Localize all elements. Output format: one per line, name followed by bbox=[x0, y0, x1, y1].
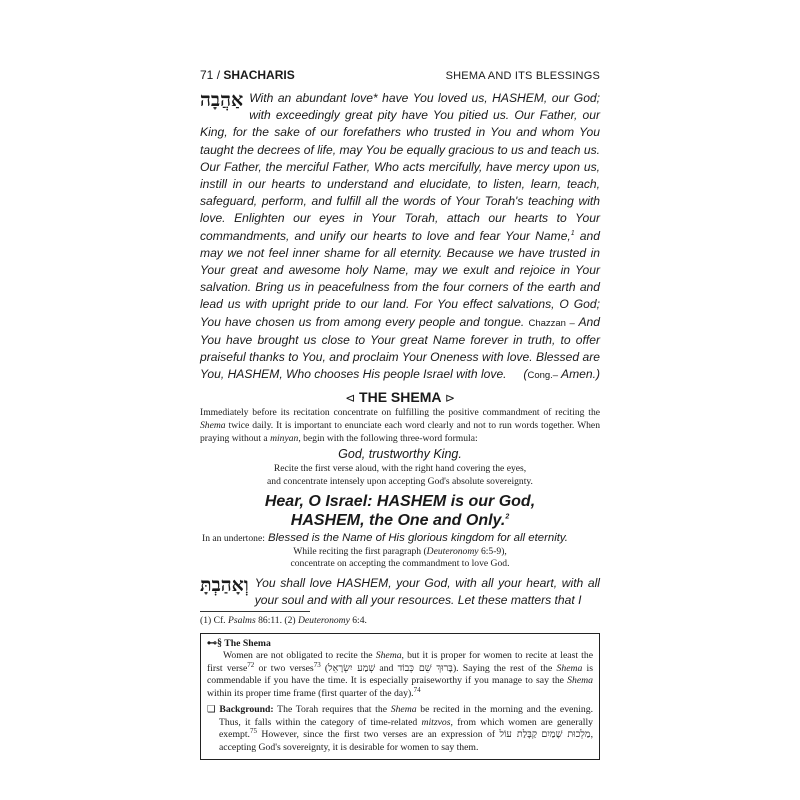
section-title: ⊲ THE SHEMA ⊳ bbox=[345, 389, 455, 406]
checkbox-square-icon: ❑ bbox=[207, 704, 216, 716]
chazzan-label: Chazzan – bbox=[528, 317, 575, 329]
commentary-title: ⊷§ The Shema bbox=[207, 637, 271, 649]
page-number: 71 bbox=[200, 68, 214, 82]
veahavta-paragraph: וְאָהַבְתָּ You shall love HASHEM, your God, with all your heart, with all your soul and with all your resources. Let these matters that I bbox=[200, 573, 600, 607]
bracket-right-icon: ⊳ bbox=[444, 391, 455, 406]
section-mark-icon: ⊷§ bbox=[207, 637, 222, 649]
instruction-cover-eyes: Recite the first verse aloud, with the right hand covering the eyes, and concentrate intensely upon accepting God's absolute sovereignty. bbox=[267, 463, 533, 487]
footnotes: (1) Cf. Psalms 86:11. (2) Deuteronomy 6:4. bbox=[200, 614, 367, 626]
page-header bbox=[200, 68, 600, 84]
instruction-first-paragraph: While reciting the first paragraph (Deuteronomy 6:5-9), concentrate on accepting the commandment to love God. bbox=[290, 546, 510, 570]
commentary-paragraph: Women are not obligated to recite the Shema, but it is proper for women to recite at least the first verse$^{72}$ or two verses$^{73}$ (שְׁמַע יִשְׂרָאֵל and בָּרוּךְ שֵׁם כְּבוֹד). Saying the rest of the Shema is commendable if you have the time. It is especially praiseworthy if you manage to say the Shema within its proper time frame (first quarter of the day).$^{74}$ bbox=[207, 650, 594, 699]
header-left: 71 / SHACHARIS bbox=[200, 68, 295, 82]
running-title: SHEMA AND ITS BLESSINGS bbox=[445, 70, 600, 82]
undertone-line: In an undertone: Blessed is the Name of His glorious kingdom for all eternity. bbox=[202, 532, 568, 545]
section-name: SHACHARIS bbox=[223, 68, 295, 82]
instruction-paragraph: Immediately before its recitation concentrate on fulfilling the positive commandment of reciting the Shema twice daily. It is important to enunciate each word clearly and not to run words together. When praying without a minyan, begin with the following three-word formula: bbox=[200, 407, 600, 444]
footnote-ref: 1 bbox=[570, 229, 575, 237]
footnote-divider bbox=[200, 611, 310, 612]
commentary-box bbox=[200, 633, 600, 761]
hebrew-opening-word: וְאָהַבְתָּ bbox=[200, 573, 249, 596]
hebrew-opening-word: אַהֲבָה bbox=[200, 89, 244, 111]
congregation-response: (Cong.– Amen.) bbox=[523, 367, 600, 382]
ahavah-blessing: אַהֲבָה With an abundant love* have You loved us, HASHEM, our God; with exceedingly great pity have You pitied us. Our Father, our King, for the sake of our forefathers who trusted in You and whom You taught the decrees of life, may You be equally gracious to us and teach us. Our Father, the merciful Father, Who acts mercifully, have mercy upon us, instill in our hearts to understand and elucidate, to listen, learn, teach, safeguard, perform, and fulfill all the words of Your Torah's teaching with love. Enlighten our eyes in Your Torah, attach our hearts to Your commandments, and unify our hearts to love and fear Your Name,$^1$ and may we not feel inner shame for all eternity. Because we have trusted in Your great and awesome holy Name, may we exult and rejoice in Your salvation. Bring us in peacefulness from the four corners of the earth and lead us with upright pride to our land. For You effect salvations, O God; You have chosen us from among every people and tongue. Chazzan – And You have brought us close to Your great Name forever in truth, to offer praiseful thanks to You, and proclaim Your Oneness with love. Blessed are You, HASHEM, Who chooses His people Israel with love. (Cong.– Amen.) bbox=[200, 90, 600, 383]
three-word-formula: God, trustworthy King. bbox=[338, 447, 462, 462]
footnote-ref: 2 bbox=[505, 513, 510, 521]
shema-verse: Hear, O Israel: HASHEM is our God, HASHEM, the One and Only.$^2$ bbox=[264, 493, 536, 530]
commentary-background: ❑ Background: The Torah requires that the Shema be recited in the morning and the evening. Thus, it falls within the category of time-related mitzvos, from which women are generally exempt.$^{75}$ However, since the first two verses are an expression of קַבָּלַת עוֹל מַלְכוּת שָׁמַיִם, accepting God's sovereignty, it is desirable for women to say them. bbox=[207, 704, 593, 753]
bracket-left-icon: ⊲ bbox=[345, 391, 356, 406]
prayer-page bbox=[200, 68, 600, 760]
